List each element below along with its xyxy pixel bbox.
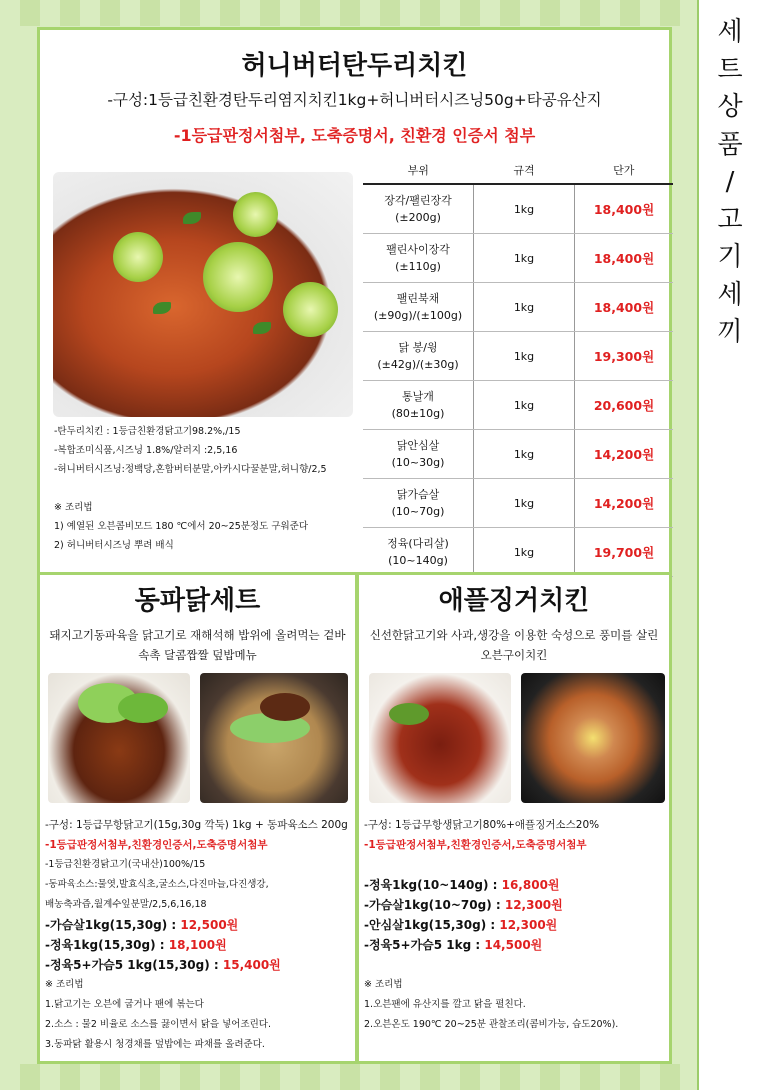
dongpa-chicken-set-panel [37,572,358,1064]
side-label-char: 기 [717,242,743,272]
part-cell [363,332,474,381]
note-line: 1) 예열된 오븐콤비모드 180 ℃에서 20~25분정도 구워준다 [54,521,308,532]
dongpa-subtitle: 돼지고기동파육을 닭고기로 재해석해 밥위에 올려먹는 겉바속촉 달콤짭짤 덮밥메뉴 [49,628,346,662]
part-size: (10~140g) [388,554,448,567]
detail-line [364,855,618,875]
price-option-value: 15,400원 [222,958,281,972]
part-cell [363,479,474,528]
price-option-value: 12,300원 [499,918,558,932]
price-row [363,528,673,577]
apple-zinger-details [364,815,618,1035]
spec-cell: 1kg [474,184,575,234]
note-line [54,479,327,498]
side-label-char: / [725,167,735,197]
part-name: 팰린북채 [396,292,440,305]
note-line: -복합조미식품,시즈닝 1.8%/알러지 :2,5,16 [54,445,238,456]
price-option-line [45,955,348,975]
tandoori-chicken-photo [53,172,353,417]
detail-line: 배농축과즙,월계수잎분말/2,5,6,16,18 [45,899,207,910]
price-cell: 19,700원 [575,528,674,577]
apple-zinger-title: 애플징거치킨 [438,586,590,616]
certificates-line: -1등급판정서첨부, 도축증명서, 친환경 인증서 첨부 [173,126,536,145]
note-line: -허니버터시즈닝:정백당,혼합버터분말,아카시다꿀분말,허니향/2,5 [54,464,327,475]
header-price: 단가 [575,157,674,184]
dongpa-details [45,815,348,1055]
apple-zinger-chicken-panel [356,572,672,1064]
detail-line: -1등급판정서첨부,친환경인증서,도축증명서첨부 [45,839,268,851]
composition-line: -구성:1등급친환경탄두리염지치킨1kg+허니버터시즈닝50g+타공유산지 [107,91,602,109]
part-size: (10~70g) [391,505,445,518]
part-size: (±110g) [395,260,441,273]
note-line: ※ 조리법 [54,502,93,513]
price-option-line [45,915,348,935]
spec-cell: 1kg [474,381,575,430]
price-option-label: -가슴살1kg(15,30g) : [45,918,181,932]
part-name: 장각/팰린장각 [384,194,452,207]
price-cell: 18,400원 [575,283,674,332]
detail-line: -동파육소스:물엿,발효식초,굴소스,다진마늘,다진생강, [45,879,269,890]
price-option-label: -정육1kg(15,30g) : [45,938,169,952]
side-label-char: 품 [717,129,743,160]
dongpa-rice-photo [200,673,348,803]
part-name: 팰린사이장각 [386,243,450,256]
part-size: (±200g) [395,211,441,224]
part-name: 통날개 [402,390,434,403]
price-row [363,479,673,528]
price-option-line [45,935,348,955]
apple-zinger-subtitle: 신선한닭고기와 사과,생강을 이용한 숙성으로 풍미를 살린 오븐구이치킨 [369,628,659,662]
price-option-label: -안심살1kg(15,30g) : [364,918,500,932]
header-spec: 규격 [474,157,575,184]
part-size: (±42g)/(±30g) [377,358,459,371]
spec-cell: 1kg [474,430,575,479]
price-option-value: 16,800원 [501,878,560,892]
apple-zinger-drumsticks-photo [521,673,665,803]
price-cell: 20,600원 [575,381,674,430]
side-label-char: 세 [717,279,743,310]
side-label-char: 상 [717,92,743,122]
price-table [363,157,673,577]
price-row [363,283,673,332]
price-option-value: 14,500원 [484,938,543,952]
part-size: (80±10g) [391,407,445,420]
price-row [363,430,673,479]
spec-cell: 1kg [474,234,575,283]
part-name: 닭 봉/윙 [398,341,438,354]
price-option-label: -정육5+가슴5 1kg(15,30g) : [45,958,223,972]
top-stripe [0,0,697,26]
part-name: 닭가슴살 [396,488,440,501]
part-cell [363,283,474,332]
part-name: 닭안심살 [396,439,440,452]
price-option-value: 18,100원 [168,938,227,952]
spec-cell: 1kg [474,332,575,381]
price-row [363,184,673,234]
spec-cell: 1kg [474,283,575,332]
price-option-line [364,935,618,955]
part-size: (±90g)/(±100g) [373,309,463,322]
side-label-char: 세 [717,17,743,47]
price-cell: 18,400원 [575,184,674,234]
apple-zinger-wings-photo [369,673,511,803]
price-option-line [364,875,618,895]
price-option-label: -가슴살1kg(10~70g) : [364,898,505,912]
detail-line: 2.오븐온도 190℃ 20~25분 관찰조리(콤비가능, 습도20%). [364,1019,619,1030]
detail-line: ※ 조리법 [45,979,84,990]
side-label-char: 끼 [717,317,743,347]
price-option-value: 12,300원 [504,898,563,912]
side-label-char: 트 [717,54,743,85]
note-line: -탄두리치킨 : 1등급친환경닭고기98.2%,/15 [54,426,241,437]
detail-line: ※ 조리법 [364,979,403,990]
detail-line: -구성: 1등급무항닭고기(15g,30g 깍둑) 1kg + 동파육소스 200g [45,819,348,831]
bottom-stripe [0,1064,697,1090]
price-cell: 14,200원 [575,430,674,479]
part-cell [363,184,474,234]
price-row [363,234,673,283]
price-cell: 18,400원 [575,234,674,283]
price-option-line [364,895,618,915]
detail-line: -1등급판정서첨부,친환경인증서,도축증명서첨부 [364,839,587,851]
price-option-label: -정육1kg(10~140g) : [364,878,502,892]
detail-line: 2.소스 : 물2 비율로 소스를 끓이면서 닭을 넣어조린다. [45,1019,272,1030]
part-cell [363,381,474,430]
dongpa-bokchoy-photo [48,673,190,803]
detail-line: -구성: 1등급무항생닭고기80%+애플징거소스20% [364,819,600,831]
price-cell: 14,200원 [575,479,674,528]
detail-line: 1.오븐팬에 유산지를 깔고 닭을 펼친다. [364,999,526,1010]
dongpa-title: 동파닭세트 [134,586,261,616]
detail-line: 3.동파닭 활용시 청경채를 덮밥에는 파채를 올려준다. [45,1039,265,1050]
price-option-label: -정육5+가슴5 1kg : [364,938,485,952]
part-cell [363,528,474,577]
part-name: 정육(다리살) [387,537,449,550]
side-label-panel [697,0,761,1090]
product-title: 허니버터탄두리치킨 [241,51,468,81]
spec-cell: 1kg [474,528,575,577]
side-label [699,14,761,352]
price-cell: 19,300원 [575,332,674,381]
spec-cell: 1kg [474,479,575,528]
product-notes [54,422,327,555]
price-row [363,381,673,430]
honey-butter-tandoori-panel [37,27,672,575]
price-row [363,332,673,381]
side-label-char: 고 [717,204,743,235]
detail-line: -1등급친환경닭고기(국내산)100%/15 [45,859,206,870]
note-line: 2) 허니버터시즈닝 뿌려 배식 [54,540,174,551]
header-part: 부위 [363,157,474,184]
price-option-line [364,915,618,935]
detail-line [364,955,618,975]
part-size: (10~30g) [391,456,445,469]
part-cell [363,234,474,283]
part-cell [363,430,474,479]
price-option-value: 12,500원 [180,918,239,932]
detail-line: 1.닭고기는 오븐에 굽거나 팬에 볶는다 [45,999,204,1010]
